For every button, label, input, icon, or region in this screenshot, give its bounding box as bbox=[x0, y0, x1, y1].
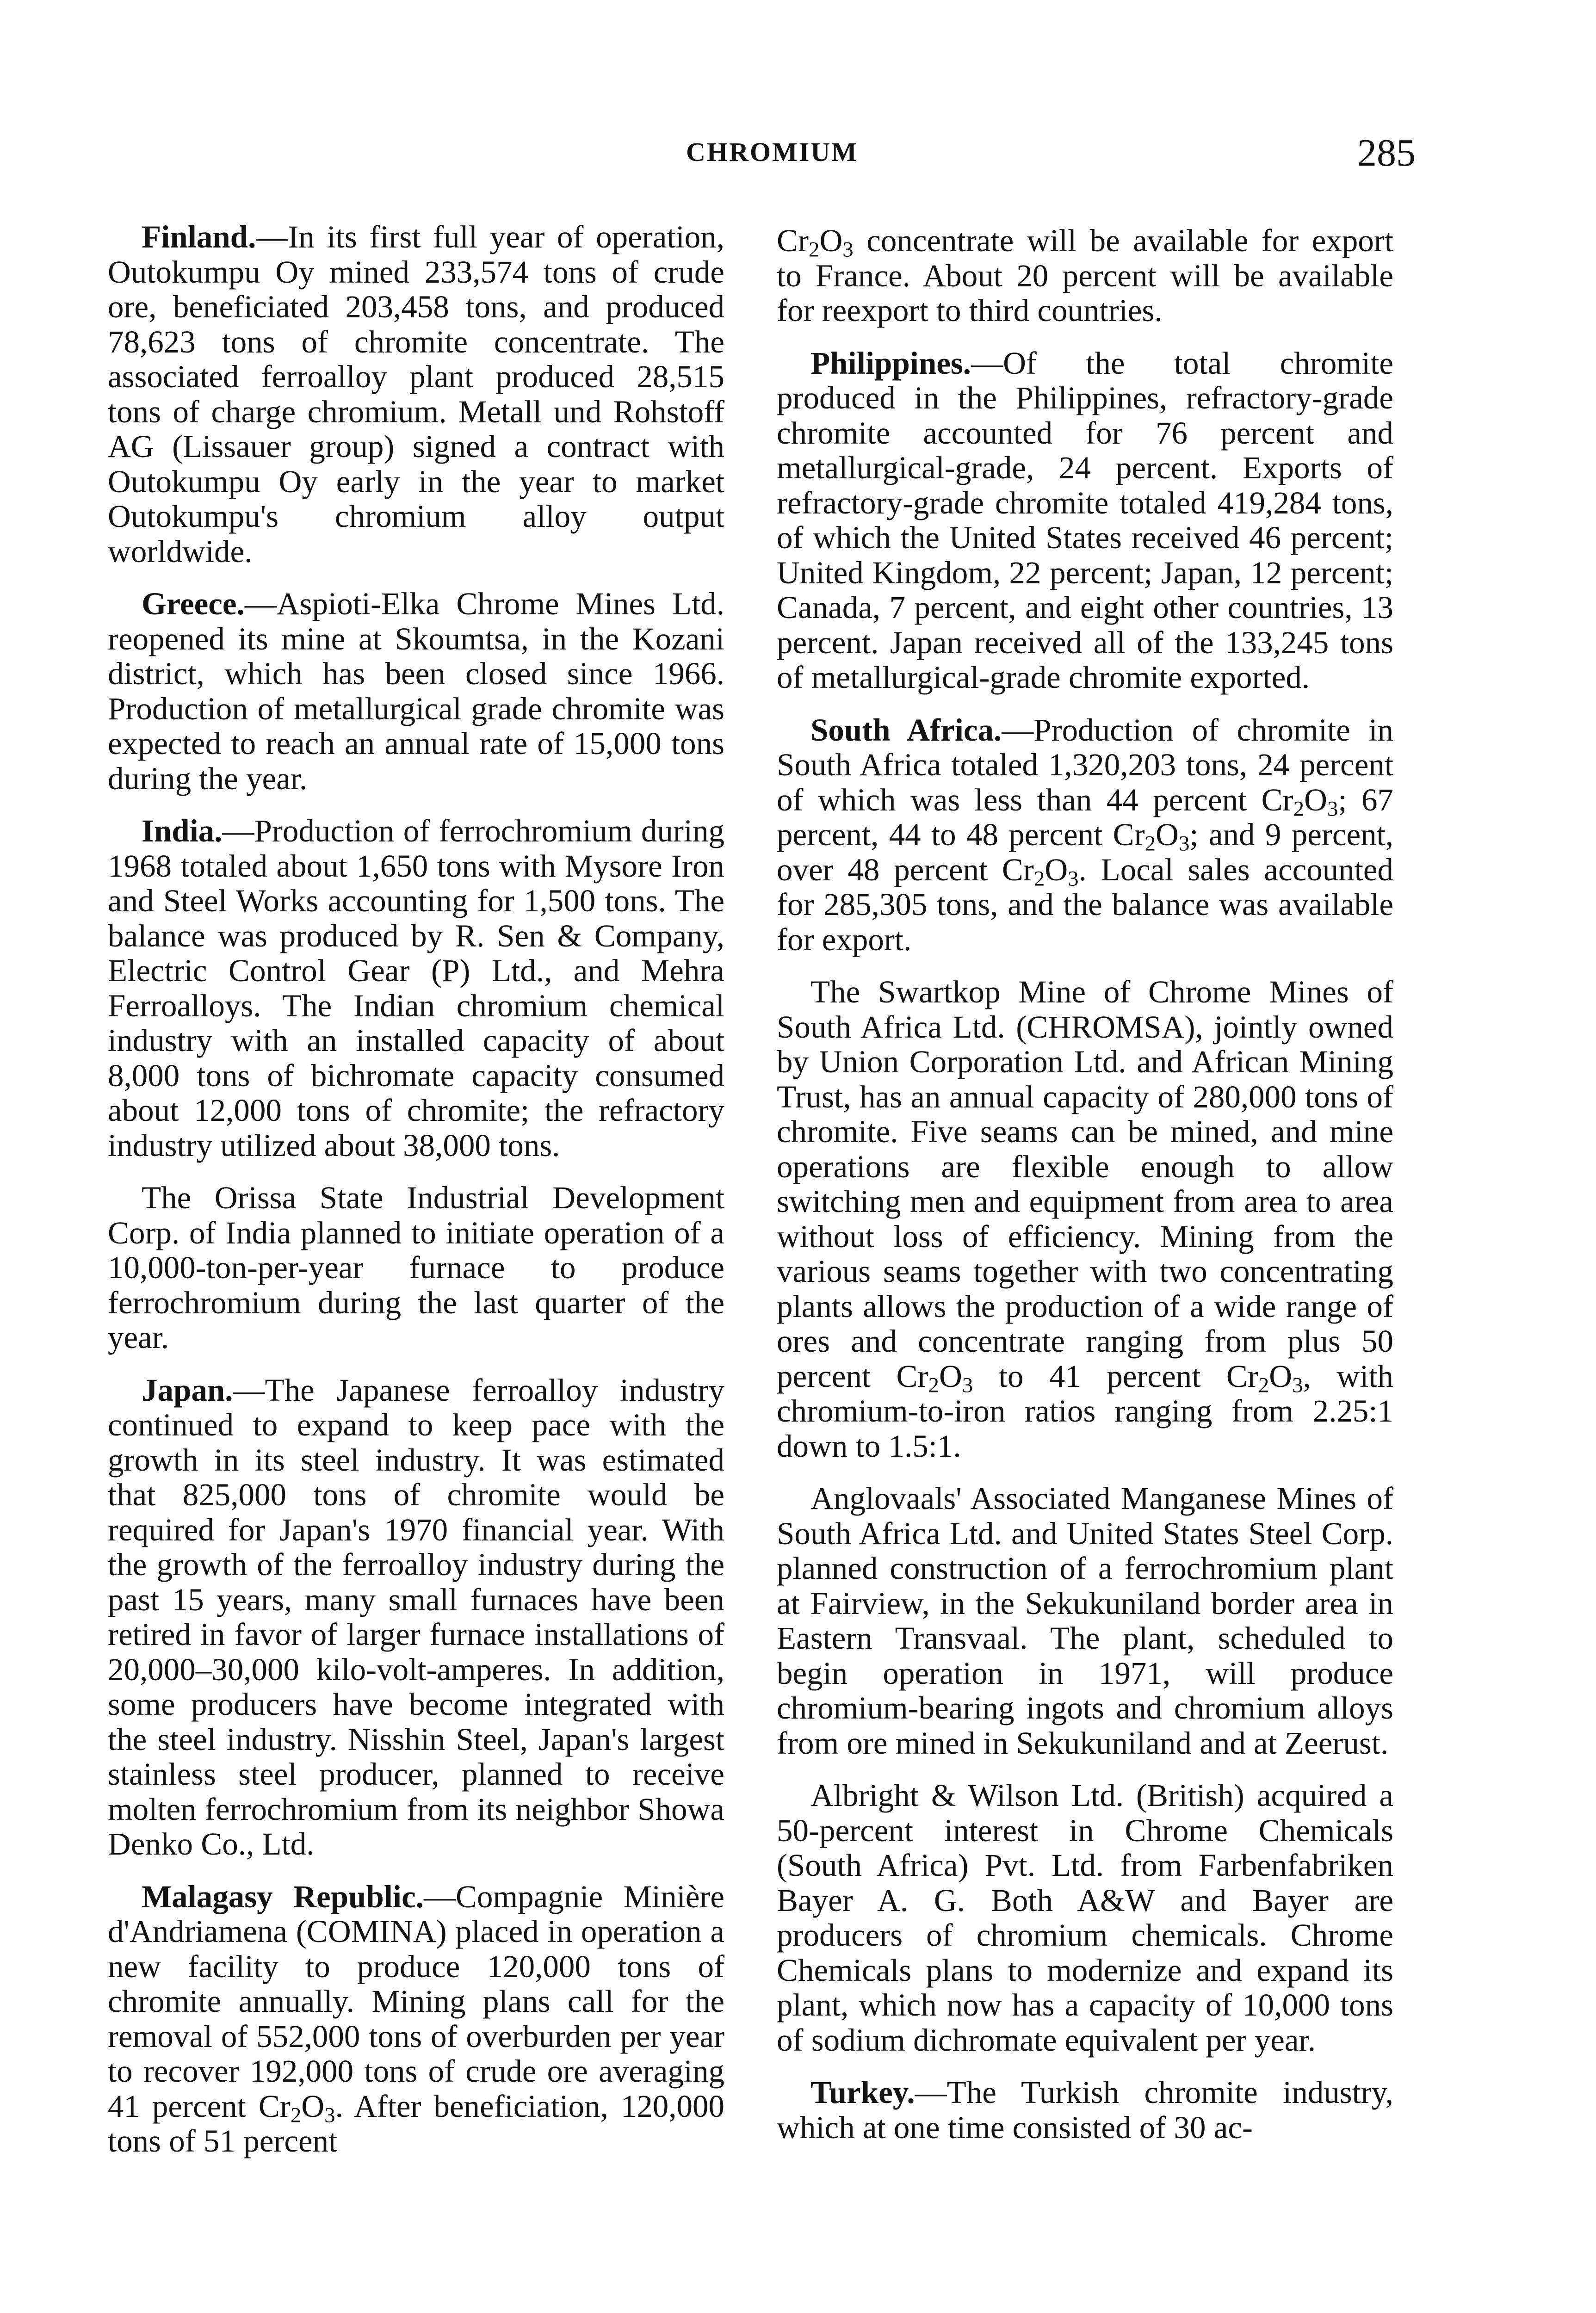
paragraph-text: Anglovaals' Associated Manganese Mines of South Africa Ltd. and United States Steel Corp. planned construction of a ferrochromium plant at Fairview, in the Sekukuniland border area in Eastern Transvaal. The plant, scheduled to begin operation in 1971, will produce chromium-bearing ingots and chromium alloys from ore mined in Sekukuniland and at Zeerust. bbox=[777, 1481, 1393, 1761]
paragraph-text: —The Turkish chromite industry, which at one time consisted of 30 ac- bbox=[777, 2075, 1393, 2145]
paragraph bbox=[777, 223, 1393, 328]
paragraph-heading: Philippines. bbox=[810, 345, 971, 381]
page-number: 285 bbox=[1357, 131, 1416, 174]
paragraph-text: —Compagnie Minière d'Andriamena (COMINA) placed in operation a new facility to produce 120,000 tons of chromite annually. Mining plans call for the removal of 552,000 tons of overburden per year to recover 192,000 tons of crude ore averaging 41 percent $Cr_2O_3$. After beneficiation, 120,000 tons of 51 percent bbox=[108, 1879, 724, 2158]
paragraph-text: —Production of ferrochromium during 1968 totaled about 1,650 tons with Mysore Iron and Steel Works accounting for 1,500 tons. The balance was produced by R. Sen & Company, Electric Control Gear (P) Ltd., and Mehra Ferroalloys. The Indian chromium chemical industry with an installed capacity of about 8,000 tons of bichromate capacity consumed about 12,000 tons of chromite; the refractory industry utilized about 38,000 tons. bbox=[108, 813, 724, 1163]
paragraph-heading: Turkey. bbox=[810, 2075, 915, 2110]
paragraph bbox=[108, 1373, 724, 1862]
paragraph bbox=[108, 587, 724, 796]
paragraph-text: $Cr_2O_3$ concentrate will be available for export to France. About 20 percent will be available for reexport to third countries. bbox=[777, 223, 1393, 328]
chemical-formula: $Cr_2O_3$ bbox=[777, 223, 854, 262]
paragraph bbox=[108, 220, 724, 569]
paragraph bbox=[777, 2075, 1393, 2145]
paragraph bbox=[777, 1778, 1393, 2058]
paragraph-heading: Malagasy Republic. bbox=[142, 1879, 424, 1914]
paragraph-heading: South Africa. bbox=[810, 712, 1002, 748]
paragraph-heading: Greece. bbox=[142, 586, 245, 621]
paragraph-heading: Japan. bbox=[142, 1372, 233, 1408]
paragraph-text: The Orissa State Industrial Development Corp. of India planned to initiate operation of a 10,000-ton-per-year furnace to produce ferrochromium during the last quarter of the year. bbox=[108, 1180, 724, 1355]
paragraph-text: —Aspioti-Elka Chrome Mines Ltd. reopened its mine at Skoumtsa, in the Kozani district, which has been closed since 1966. Production of metallurgical grade chromite was expected to reach an annual rate of 15,000 tons during the year. bbox=[108, 586, 724, 796]
paragraph-heading: Finland. bbox=[142, 219, 256, 254]
paragraph bbox=[108, 814, 724, 1163]
paragraph-text: —Production of chromite in South Africa totaled 1,320,203 tons, 24 percent of which was less than 44 percent $Cr_2O_3$; 67 percent, 44 to 48 percent $Cr_2O_3$; and 9 percent, over 48 percent $Cr_2O_3$. Local sales accounted for 285,305 tons, and the balance was available for export. bbox=[777, 712, 1393, 957]
chemical-formula: $Cr_2O_3$ bbox=[1002, 852, 1079, 891]
paragraph-text: —Of the total chromite produced in the Philippines, refractory-grade chromite accounted for 76 percent and metallurgical-grade, 24 percent. Exports of refractory-grade chromite totaled 419,284 tons, of which the United States received 46 percent; United Kingdom, 22 percent; Japan, 12 percent; Canada, 7 percent, and eight other countries, 13 percent. Japan received all of the 133,245 tons of metallurgical-grade chromite exported. bbox=[777, 345, 1393, 695]
paragraph bbox=[777, 975, 1393, 1464]
paragraph bbox=[777, 346, 1393, 695]
chemical-formula: $Cr_2O_3$ bbox=[1261, 782, 1338, 821]
chemical-formula: $Cr_2O_3$ bbox=[896, 1358, 973, 1398]
paragraph-text: The Swartkop Mine of Chrome Mines of South Africa Ltd. (CHROMSA), jointly owned by Union Corporation Ltd. and African Mining Trust, has an annual capacity of 280,000 tons of chromite. Five seams can be mined, and mine operations are flexible enough to allow switching men and equipment from area to area without loss of efficiency. Mining from the various seams together with two concentrating plants allows the production of a wide range of ores and concentrate ranging from plus 50 percent $Cr_2O_3$ to 41 percent $Cr_2O_3$, with chromium-to-iron ratios ranging from 2.25:1 down to 1.5:1. bbox=[777, 974, 1393, 1464]
paragraph-heading: India. bbox=[142, 813, 223, 848]
paragraph bbox=[777, 713, 1393, 958]
paragraph-text: —In its first full year of operation, Outokumpu Oy mined 233,574 tons of crude ore, beneficiated 203,458 tons, and produced 78,623 tons of chromite concentrate. The associated ferroalloy plant produced 28,515 tons of charge chromium. Metall und Rohstoff AG (Lissauer group) signed a contract with Outokumpu Oy early in the year to market Outokumpu's chromium alloy output worldwide. bbox=[108, 219, 724, 569]
right-column bbox=[777, 223, 1393, 2163]
chemical-formula: $Cr_2O_3$ bbox=[1226, 1358, 1303, 1398]
chemical-formula: $Cr_2O_3$ bbox=[1113, 817, 1190, 856]
paragraph bbox=[777, 1481, 1393, 1761]
paragraph bbox=[108, 1181, 724, 1355]
paragraph-text: —The Japanese ferroalloy industry continued to expand to keep pace with the growth in its steel industry. It was estimated that 825,000 tons of chromite would be required for Japan's 1970 financial year. With the growth of the ferroalloy industry during the past 15 years, many small furnaces have been retired in favor of larger furnace installations of 20,000–30,000 kilo-volt-amperes. In addition, some producers have become integrated with the steel industry. Nisshin Steel, Japan's largest stainless steel producer, planned to receive molten ferrochromium from its neighbor Showa Denko Co., Ltd. bbox=[108, 1372, 724, 1862]
chemical-formula: $Cr_2O_3$ bbox=[258, 2088, 335, 2127]
paragraph bbox=[108, 1880, 724, 2159]
paragraph-text: Albright & Wilson Ltd. (British) acquired a 50-percent interest in Chrome Chemicals (South Africa) Pvt. Ltd. from Farbenfabriken Bayer A. G. Both A&W and Bayer are producers of chromium chemicals. Chrome Chemicals plans to modernize and expand its plant, which now has a capacity of 10,000 tons of sodium dichromate equivalent per year. bbox=[777, 1778, 1393, 2058]
left-column bbox=[108, 220, 724, 2177]
running-title: CHROMIUM bbox=[686, 137, 858, 167]
